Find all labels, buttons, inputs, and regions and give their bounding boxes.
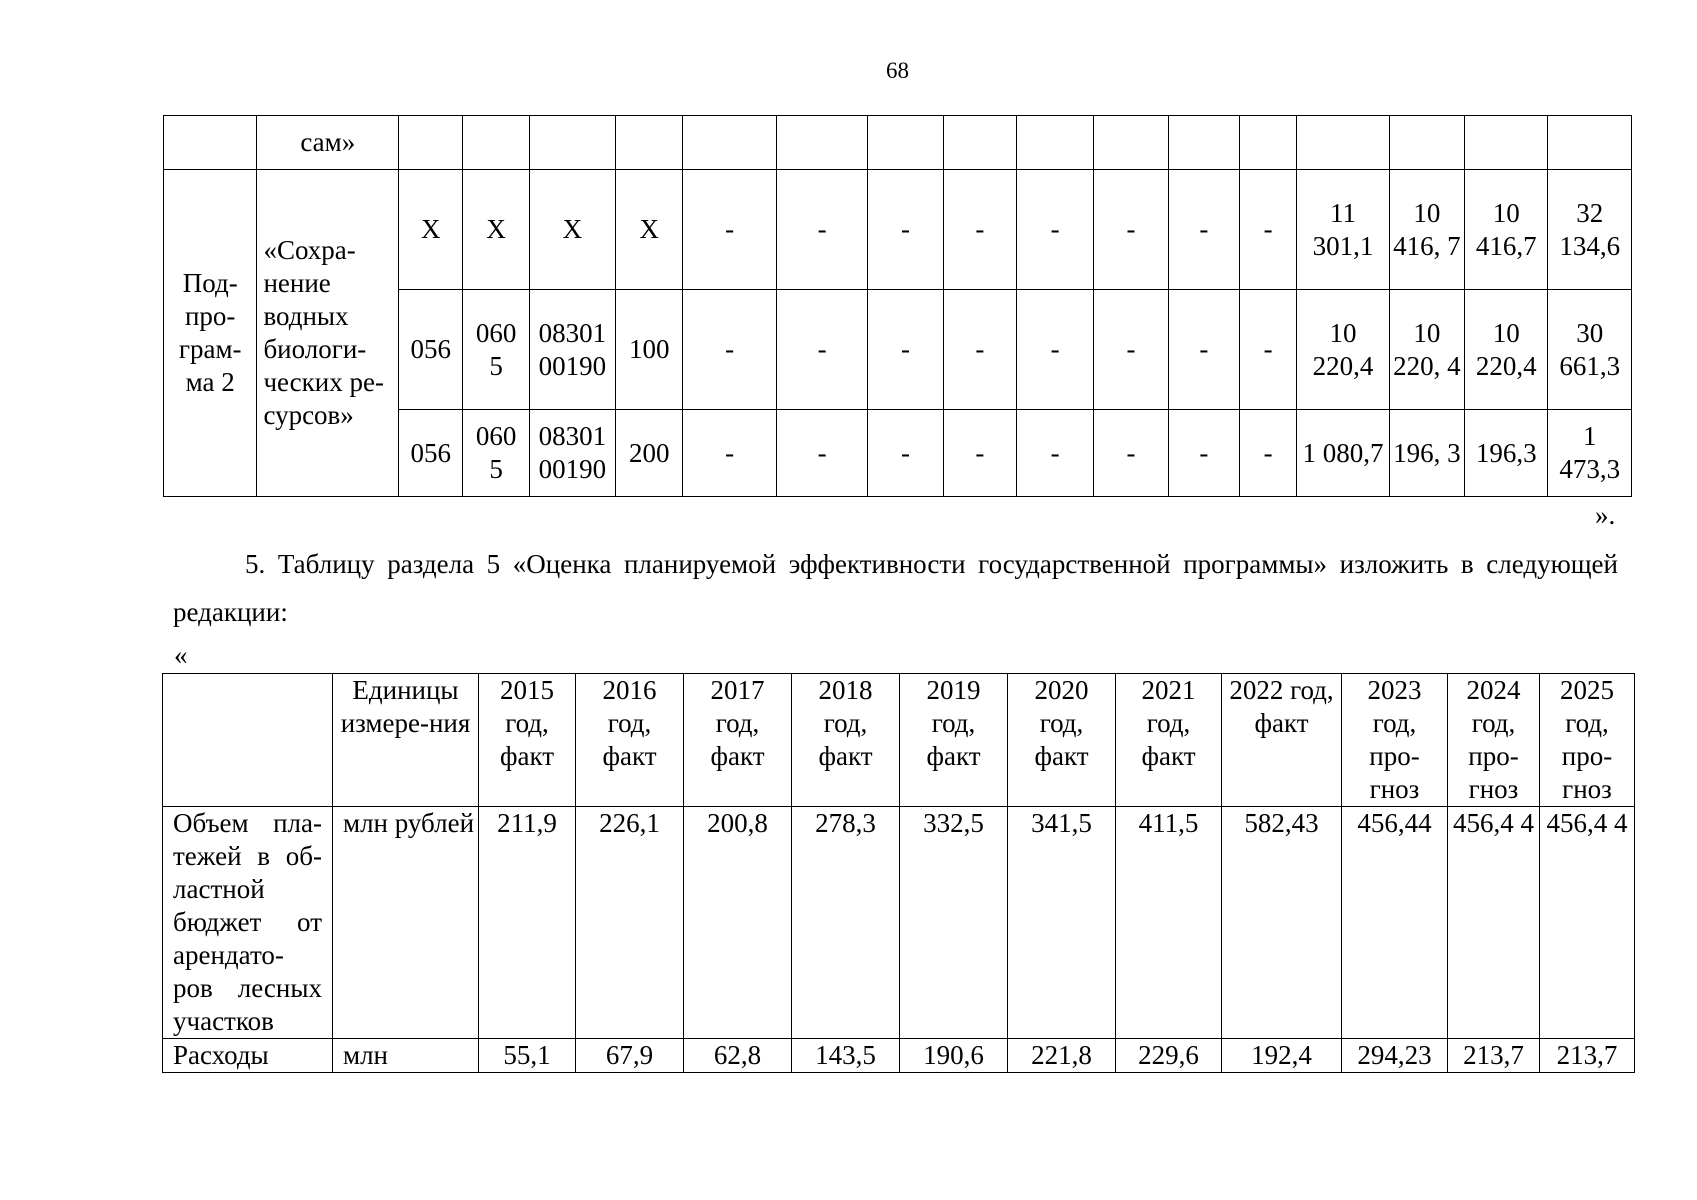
year-header: 2025 год, про-гноз: [1540, 674, 1635, 807]
table-row: Под-про-грам-ма 2 «Сохра-нение водных биологи-ческих ре-сурсов» Х Х Х Х - - - - - - - - 11 301,1 10 416, 7 10 416,7 32 134,6: [164, 170, 1632, 290]
table-row: Объем пла-тежей в об-ластной бюджет от арендато-ров лесных участков млн рублей 211,9 226,1 200,8 278,3 332,5 341,5 411,5 582,43 456,44 456,4 4 456,4 4: [163, 807, 1635, 1039]
units-header: Единицы измере-ния: [333, 674, 479, 807]
budget-table: [163, 115, 1632, 497]
year-header: 2024 год, про-гноз: [1448, 674, 1540, 807]
table-row: 056 060 5 08301 00190 100 - - - - - - - - 10 220,4 10 220, 4 10 220,4 30 661,3: [164, 290, 1632, 410]
opening-quote: «: [174, 640, 188, 670]
subprogram-label: Под-про-грам-ма 2: [164, 170, 257, 497]
table-row: Расходы млн 55,1 67,9 62,8 143,5 190,6 221,8 229,6 192,4 294,23 213,7 213,7: [163, 1039, 1635, 1073]
row-label: Объем пла-тежей в об-ластной бюджет от арендато-ров лесных участков: [163, 807, 333, 1039]
year-header: 2021 год, факт: [1116, 674, 1222, 807]
row-unit: млн: [333, 1039, 479, 1073]
year-header: 2019 год, факт: [900, 674, 1008, 807]
table-row: [164, 116, 1632, 170]
subprogram-name: «Сохра-нение водных биологи-ческих ре-сурсов»: [257, 170, 399, 497]
table-row: 056 060 5 08301 00190 200 - - - - - - - - 1 080,7 196, 3 196,3 1 473,3: [164, 410, 1632, 497]
year-header: 2018 год, факт: [792, 674, 900, 807]
efficiency-table: [162, 673, 1635, 1073]
year-header: 2020 год, факт: [1008, 674, 1116, 807]
header-row: [163, 674, 1635, 807]
amendment-paragraph: 5. Таблицу раздела 5 «Оценка планируемой эффективности государственной программы» изложить в следующей редакции:: [173, 549, 1618, 627]
continued-cell: сам»: [257, 116, 399, 170]
row-unit: млн рублей: [333, 807, 479, 1039]
page-number: 68: [886, 58, 909, 83]
year-header: 2016 год, факт: [576, 674, 684, 807]
year-header: 2023 год, про-гноз: [1342, 674, 1448, 807]
row-label: Расходы: [163, 1039, 333, 1073]
year-header: 2022 год, факт: [1222, 674, 1342, 807]
closing-quote: ».: [1595, 500, 1616, 530]
year-header: 2015 год, факт: [479, 674, 576, 807]
year-header: 2017 год, факт: [684, 674, 792, 807]
